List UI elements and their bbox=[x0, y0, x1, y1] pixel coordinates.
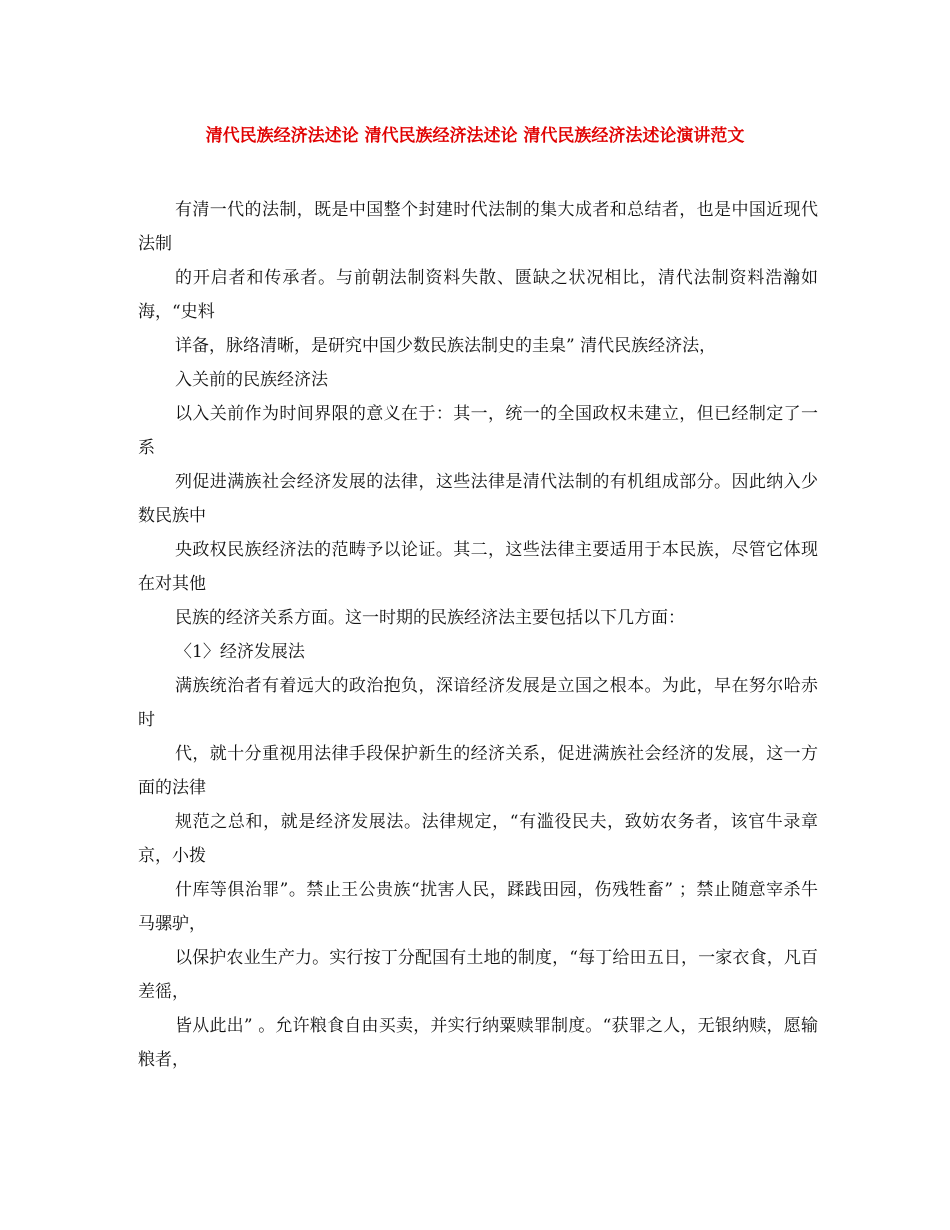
paragraph: 有清一代的法制，既是中国整个封建时代法制的集大成者和总结者，也是中国近现代法制 bbox=[138, 200, 818, 254]
paragraph: 〈1〉经济发展法 bbox=[175, 642, 305, 662]
paragraph: 皆从此出” 。允许粮食自由买卖，并实行纳粟赎罪制度。“获罪之人，无银纳赎，愿输粮者， bbox=[138, 1016, 818, 1070]
document-title: 清代民族经济法述论 清代民族经济法述论 清代民族经济法述论演讲范文 bbox=[205, 126, 745, 146]
paragraph: 详备，脉络清晰，是研究中国少数民族法制史的圭臬” 清代民族经济法， bbox=[175, 336, 717, 356]
paragraph: 入关前的民族经济法 bbox=[175, 370, 328, 390]
paragraph: 什库等俱治罪”。禁止王公贵族“扰害人民，蹂践田园，伤残牲畜” ；禁止随意宰杀牛马骡驴， bbox=[138, 880, 818, 934]
paragraph: 央政权民族经济法的范畴予以论证。其二，这些法律主要适用于本民族，尽管它体现在对其他 bbox=[138, 540, 818, 594]
paragraph: 以保护农业生产力。实行按丁分配国有土地的制度，“每丁给田五日，一家衣食，凡百差徭， bbox=[138, 948, 818, 1002]
paragraph: 代，就十分重视用法律手段保护新生的经济关系，促进满族社会经济的发展，这一方面的法律 bbox=[138, 744, 818, 798]
paragraph: 满族统治者有着远大的政治抱负，深谙经济发展是立国之根本。为此，早在努尔哈赤时 bbox=[138, 676, 818, 730]
document-body bbox=[138, 193, 818, 1077]
paragraph: 以入关前作为时间界限的意义在于：其一，统一的全国政权未建立，但已经制定了一系 bbox=[138, 404, 818, 458]
paragraph: 规范之总和，就是经济发展法。法律规定，“有滥役民夫，致妨农务者，该官牛录章京，小拨 bbox=[138, 812, 818, 866]
paragraph: 的开启者和传承者。与前朝法制资料失散、匮缺之状况相比，清代法制资料浩瀚如海，“史料 bbox=[138, 268, 818, 322]
paragraph: 民族的经济关系方面。这一时期的民族经济法主要包括以下几方面： bbox=[175, 608, 685, 628]
paragraph: 列促进满族社会经济发展的法律，这些法律是清代法制的有机组成部分。因此纳入少数民族中 bbox=[138, 472, 818, 526]
